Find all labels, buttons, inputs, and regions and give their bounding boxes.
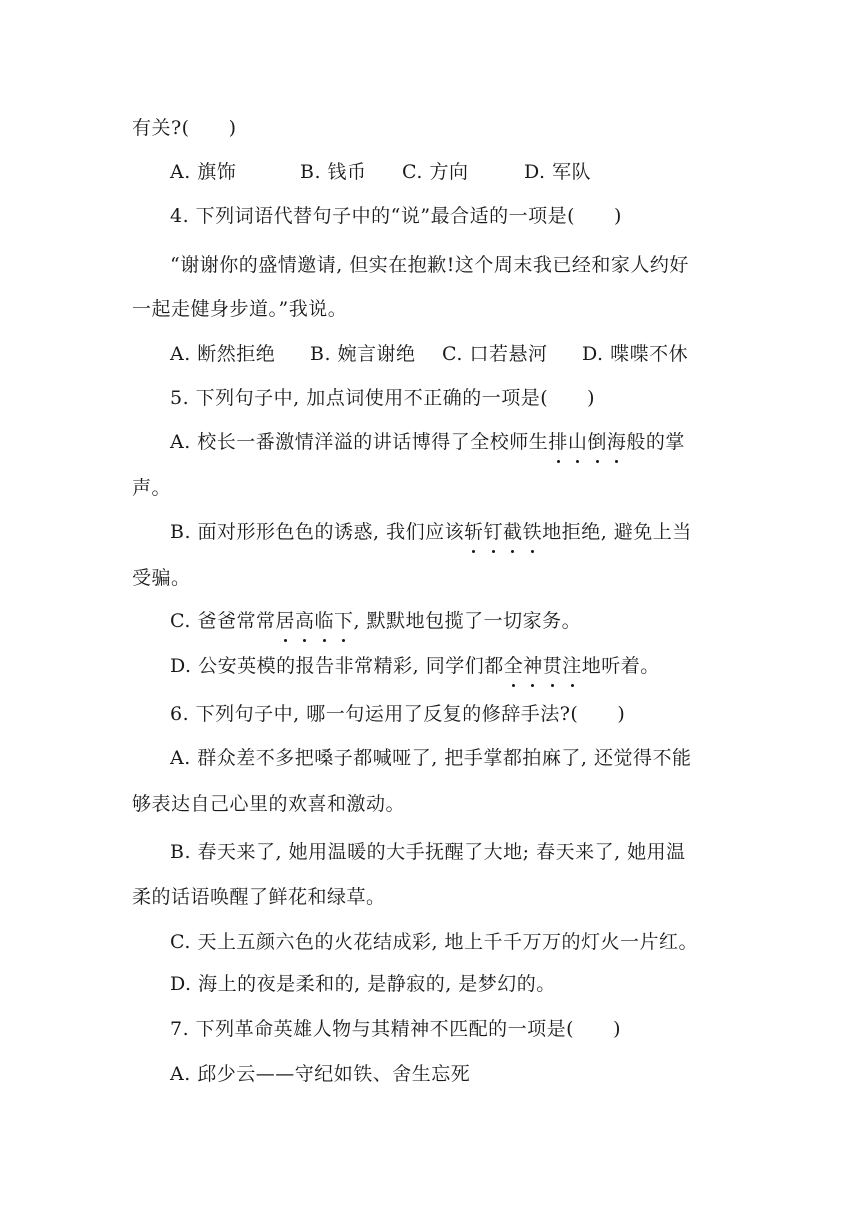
dotted-char: 临 xyxy=(314,607,334,635)
q3-option-a: A. 旗饰 xyxy=(170,161,237,183)
dotted-char: 下 xyxy=(334,607,354,635)
q4-option-a: A. 断然拒绝 xyxy=(170,343,276,365)
q7-stem: 7. 下列革命英雄人物与其精神不匹配的一项是( ) xyxy=(170,1018,621,1040)
q5-option-b: B. 面对形形色色的诱惑, 我们应该斩钉截铁地拒绝, 避免上当 xyxy=(170,518,692,546)
q4-option-d: D. 喋喋不休 xyxy=(582,343,689,365)
dotted-char: 海 xyxy=(607,428,627,456)
q3-option-d: D. 军队 xyxy=(524,161,592,183)
dotted-char: 斩 xyxy=(464,518,484,546)
q3-stem-continuation: 有关?( ) xyxy=(132,117,237,139)
q6-option-a-line-2: 够表达自己心里的欢喜和激动。 xyxy=(132,793,406,815)
dotted-char: 铁 xyxy=(523,518,543,546)
dotted-char: 注 xyxy=(562,652,582,680)
q6-option-b-line-1: B. 春天来了, 她用温暖的大手抚醒了大地; 春天来了, 她用温 xyxy=(170,841,686,863)
q7-option-a: A. 邱少云——守纪如铁、舍生忘死 xyxy=(170,1063,471,1085)
q5-option-b-continuation: 受骗。 xyxy=(132,567,191,589)
q5-option-c: C. 爸爸常常居高临下, 默默地包揽了一切家务。 xyxy=(170,607,581,635)
q6-option-d: D. 海上的夜是柔和的, 是静寂的, 是梦幻的。 xyxy=(170,973,556,995)
dotted-char: 排 xyxy=(548,428,568,456)
dotted-char: 高 xyxy=(295,607,315,635)
dotted-char: 全 xyxy=(504,652,524,680)
dotted-char: 贯 xyxy=(543,652,563,680)
q6-stem: 6. 下列句子中, 哪一句运用了反复的修辞手法?( ) xyxy=(170,703,626,725)
dotted-char: 山 xyxy=(568,428,588,456)
q5-option-a-continuation: 声。 xyxy=(132,477,172,499)
q4-quote-line-2: 一起走健身步道。”我说。 xyxy=(132,298,348,320)
q4-option-c: C. 口若悬河 xyxy=(442,343,548,365)
dotted-char: 截 xyxy=(503,518,523,546)
q5-stem: 5. 下列句子中, 加点词使用不正确的一项是( ) xyxy=(170,387,596,409)
q4-quote-line-1: “谢谢你的盛情邀请, 但实在抱歉!这个周末我已经和家人约好 xyxy=(170,254,689,276)
q5-option-d: D. 公安英模的报告非常精彩, 同学们都全神贯注地听着。 xyxy=(170,652,660,680)
dotted-char: 居 xyxy=(275,607,295,635)
q6-option-c: C. 天上五颜六色的火花结成彩, 地上千千万万的灯火一片红。 xyxy=(170,931,699,953)
q3-option-b: B. 钱币 xyxy=(300,161,367,183)
q3-option-c: C. 方向 xyxy=(402,161,469,183)
dotted-char: 神 xyxy=(523,652,543,680)
q5-option-a: A. 校长一番激情洋溢的讲话博得了全校师生排山倒海般的掌 xyxy=(170,428,685,456)
dotted-char: 倒 xyxy=(587,428,607,456)
q6-option-b-line-2: 柔的话语唤醒了鲜花和绿草。 xyxy=(132,886,386,908)
q4-option-b: B. 婉言谢绝 xyxy=(310,343,416,365)
dotted-char: 钉 xyxy=(484,518,504,546)
q4-stem: 4. 下列词语代替句子中的“说”最合适的一项是( ) xyxy=(170,205,622,227)
q6-option-a-line-1: A. 群众差不多把嗓子都喊哑了, 把手掌都拍麻了, 还觉得不能 xyxy=(170,747,692,769)
